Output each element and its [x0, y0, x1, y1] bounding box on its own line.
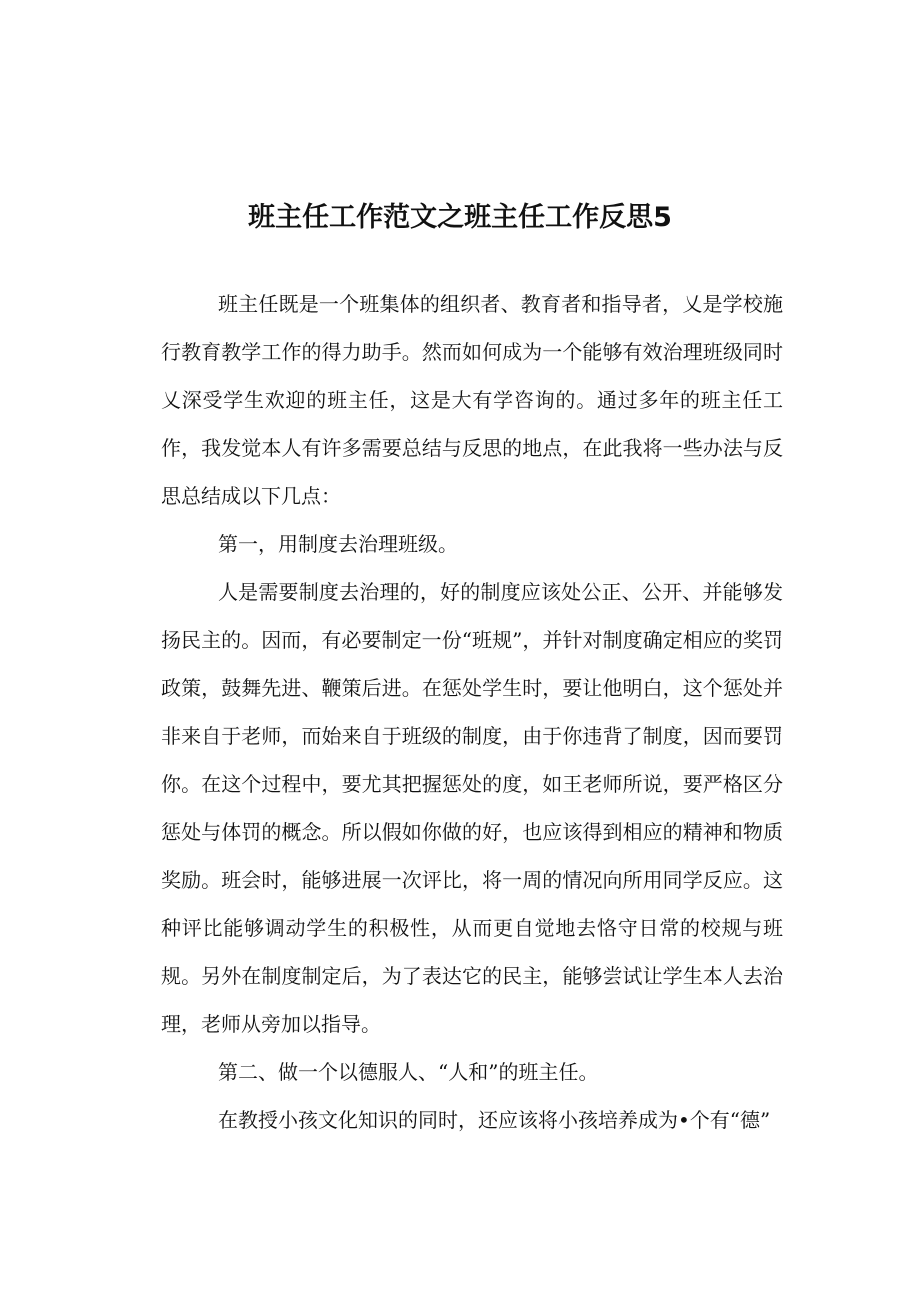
intro-paragraph: 班主任既是一个班集体的组织者、教育者和指导者，乂是学校施行教育教学工作的得力助手。然而如何成为一个能够有效治理班级同时乂深受学生欢迎的班主任，这是大有学咨询的。通过多年的班主任工作，我发觉本人有许多需要总结与反思的地点，在此我将一些办法与反思总结成以下几点： [161, 292, 783, 508]
section-1-paragraph: 人是需要制度去治理的，好的制度应该处公正、公开、并能够发扬民主的。因而，有必要制定一份“班规”，并针对制度确定相应的奖罚政策，鼓舞先进、鞭策后进。在惩处学生时，要让他明白，这个惩处并非来自于老师，而始来自于班级的制度，由于你违背了制度，因而要罚你。在这个过程中，要尤其把握惩处的度，如王老师所说，要严格区分惩处与体罚的概念。所以假如你做的好，也应该得到相应的精神和物质奖励。班会时，能够进展一次评比，将一周的情况向所用同学反应。这种评比能够调动学生的积极性，从而更自觉地去恪守日常的校规与班规。另外在制度制定后，为了表达它的民主，能够尝试让学生本人去治理，老师从旁加以指导。 [161, 580, 783, 1036]
section-2-paragraph: 在教授小孩文化知识的同时，还应该将小孩培养成为•个有“德” [218, 1108, 771, 1132]
section-heading-1: 第一，用制度去治理班级。 [218, 532, 458, 556]
document-title: 班主任工作范文之班主任工作反思5 [248, 202, 672, 233]
section-heading-2: 第二、做一个以德服人、“人和”的班主任。 [218, 1060, 599, 1084]
document-body [161, 280, 783, 1144]
